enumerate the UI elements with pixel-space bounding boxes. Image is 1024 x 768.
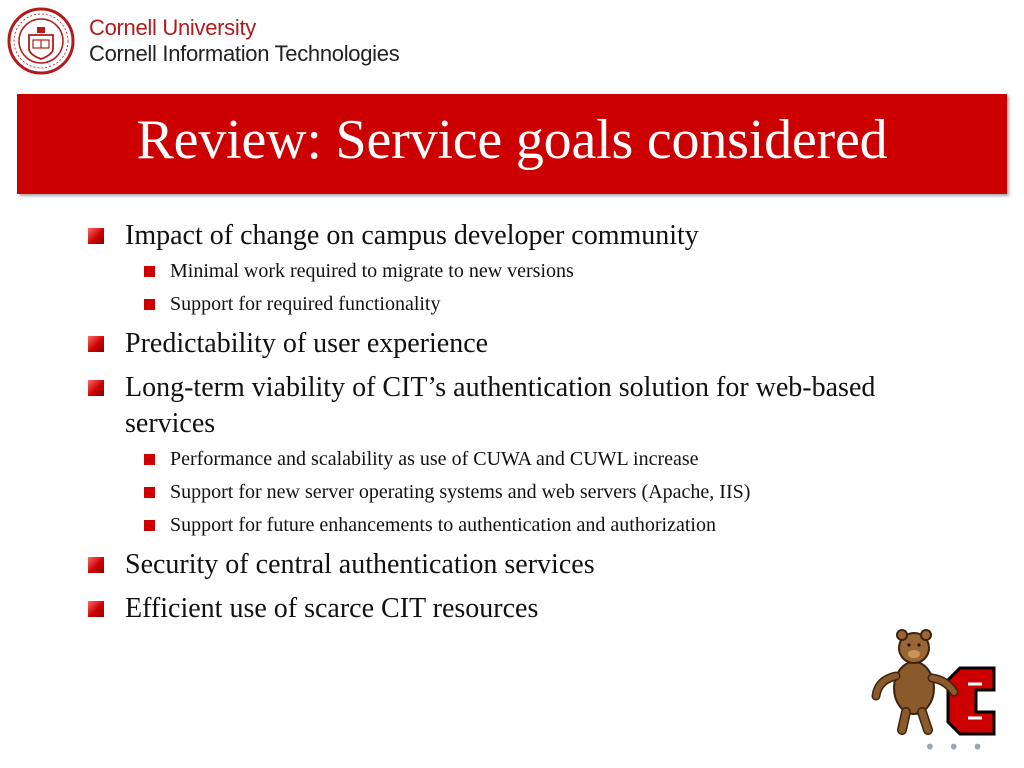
sub-bullet-text: Support for future enhancements to authentication and authorization [170,514,716,536]
square-bullet-icon [144,266,155,277]
bullet-item [85,218,965,318]
bullet-item [85,370,965,539]
square-bullet-icon [88,380,104,396]
header [0,0,1024,90]
sub-bullet-item [125,445,965,473]
square-bullet-icon [88,228,104,244]
square-bullet-icon [144,454,155,465]
sub-bullet-item [125,257,965,285]
sub-bullet-item [125,478,965,506]
bullet-item [85,591,965,627]
sub-bullet-list [125,445,965,539]
square-bullet-icon [144,487,155,498]
sub-bullet-text: Support for required functionality [170,293,441,315]
square-bullet-icon [88,601,104,617]
sub-bullet-list [125,257,965,318]
bullet-list [85,218,965,627]
bullet-item [85,547,965,583]
slide-title: Review: Service goals considered [136,109,888,171]
square-bullet-icon [88,557,104,573]
sub-bullet-text: Support for new server operating systems and web servers (Apache, IIS) [170,481,751,503]
bullet-item [85,326,965,362]
bullet-text: Long-term viability of CIT’s authentication solution for web-based services [125,372,876,439]
department-name: Cornell Information Technologies [89,41,400,66]
bullet-text: Impact of change on campus developer community [125,220,699,251]
slide-content [85,218,965,635]
ellipsis-icon: ••• [924,735,996,759]
sub-bullet-item [125,511,965,539]
square-bullet-icon [144,520,155,531]
square-bullet-icon [88,336,104,352]
square-bullet-icon [144,299,155,310]
bullet-text: Security of central authentication services [125,549,595,580]
university-name: Cornell University [89,15,256,40]
sub-bullet-text: Minimal work required to migrate to new versions [170,260,574,282]
title-bar [17,94,1007,194]
bear-mascot-icon [864,618,996,736]
bullet-text: Efficient use of scarce CIT resources [125,593,539,624]
sub-bullet-text: Performance and scalability as use of CUWA and CUWL increase [170,448,699,470]
sub-bullet-item [125,290,965,318]
bullet-text: Predictability of user experience [125,328,489,359]
cornell-seal-icon [7,7,75,75]
